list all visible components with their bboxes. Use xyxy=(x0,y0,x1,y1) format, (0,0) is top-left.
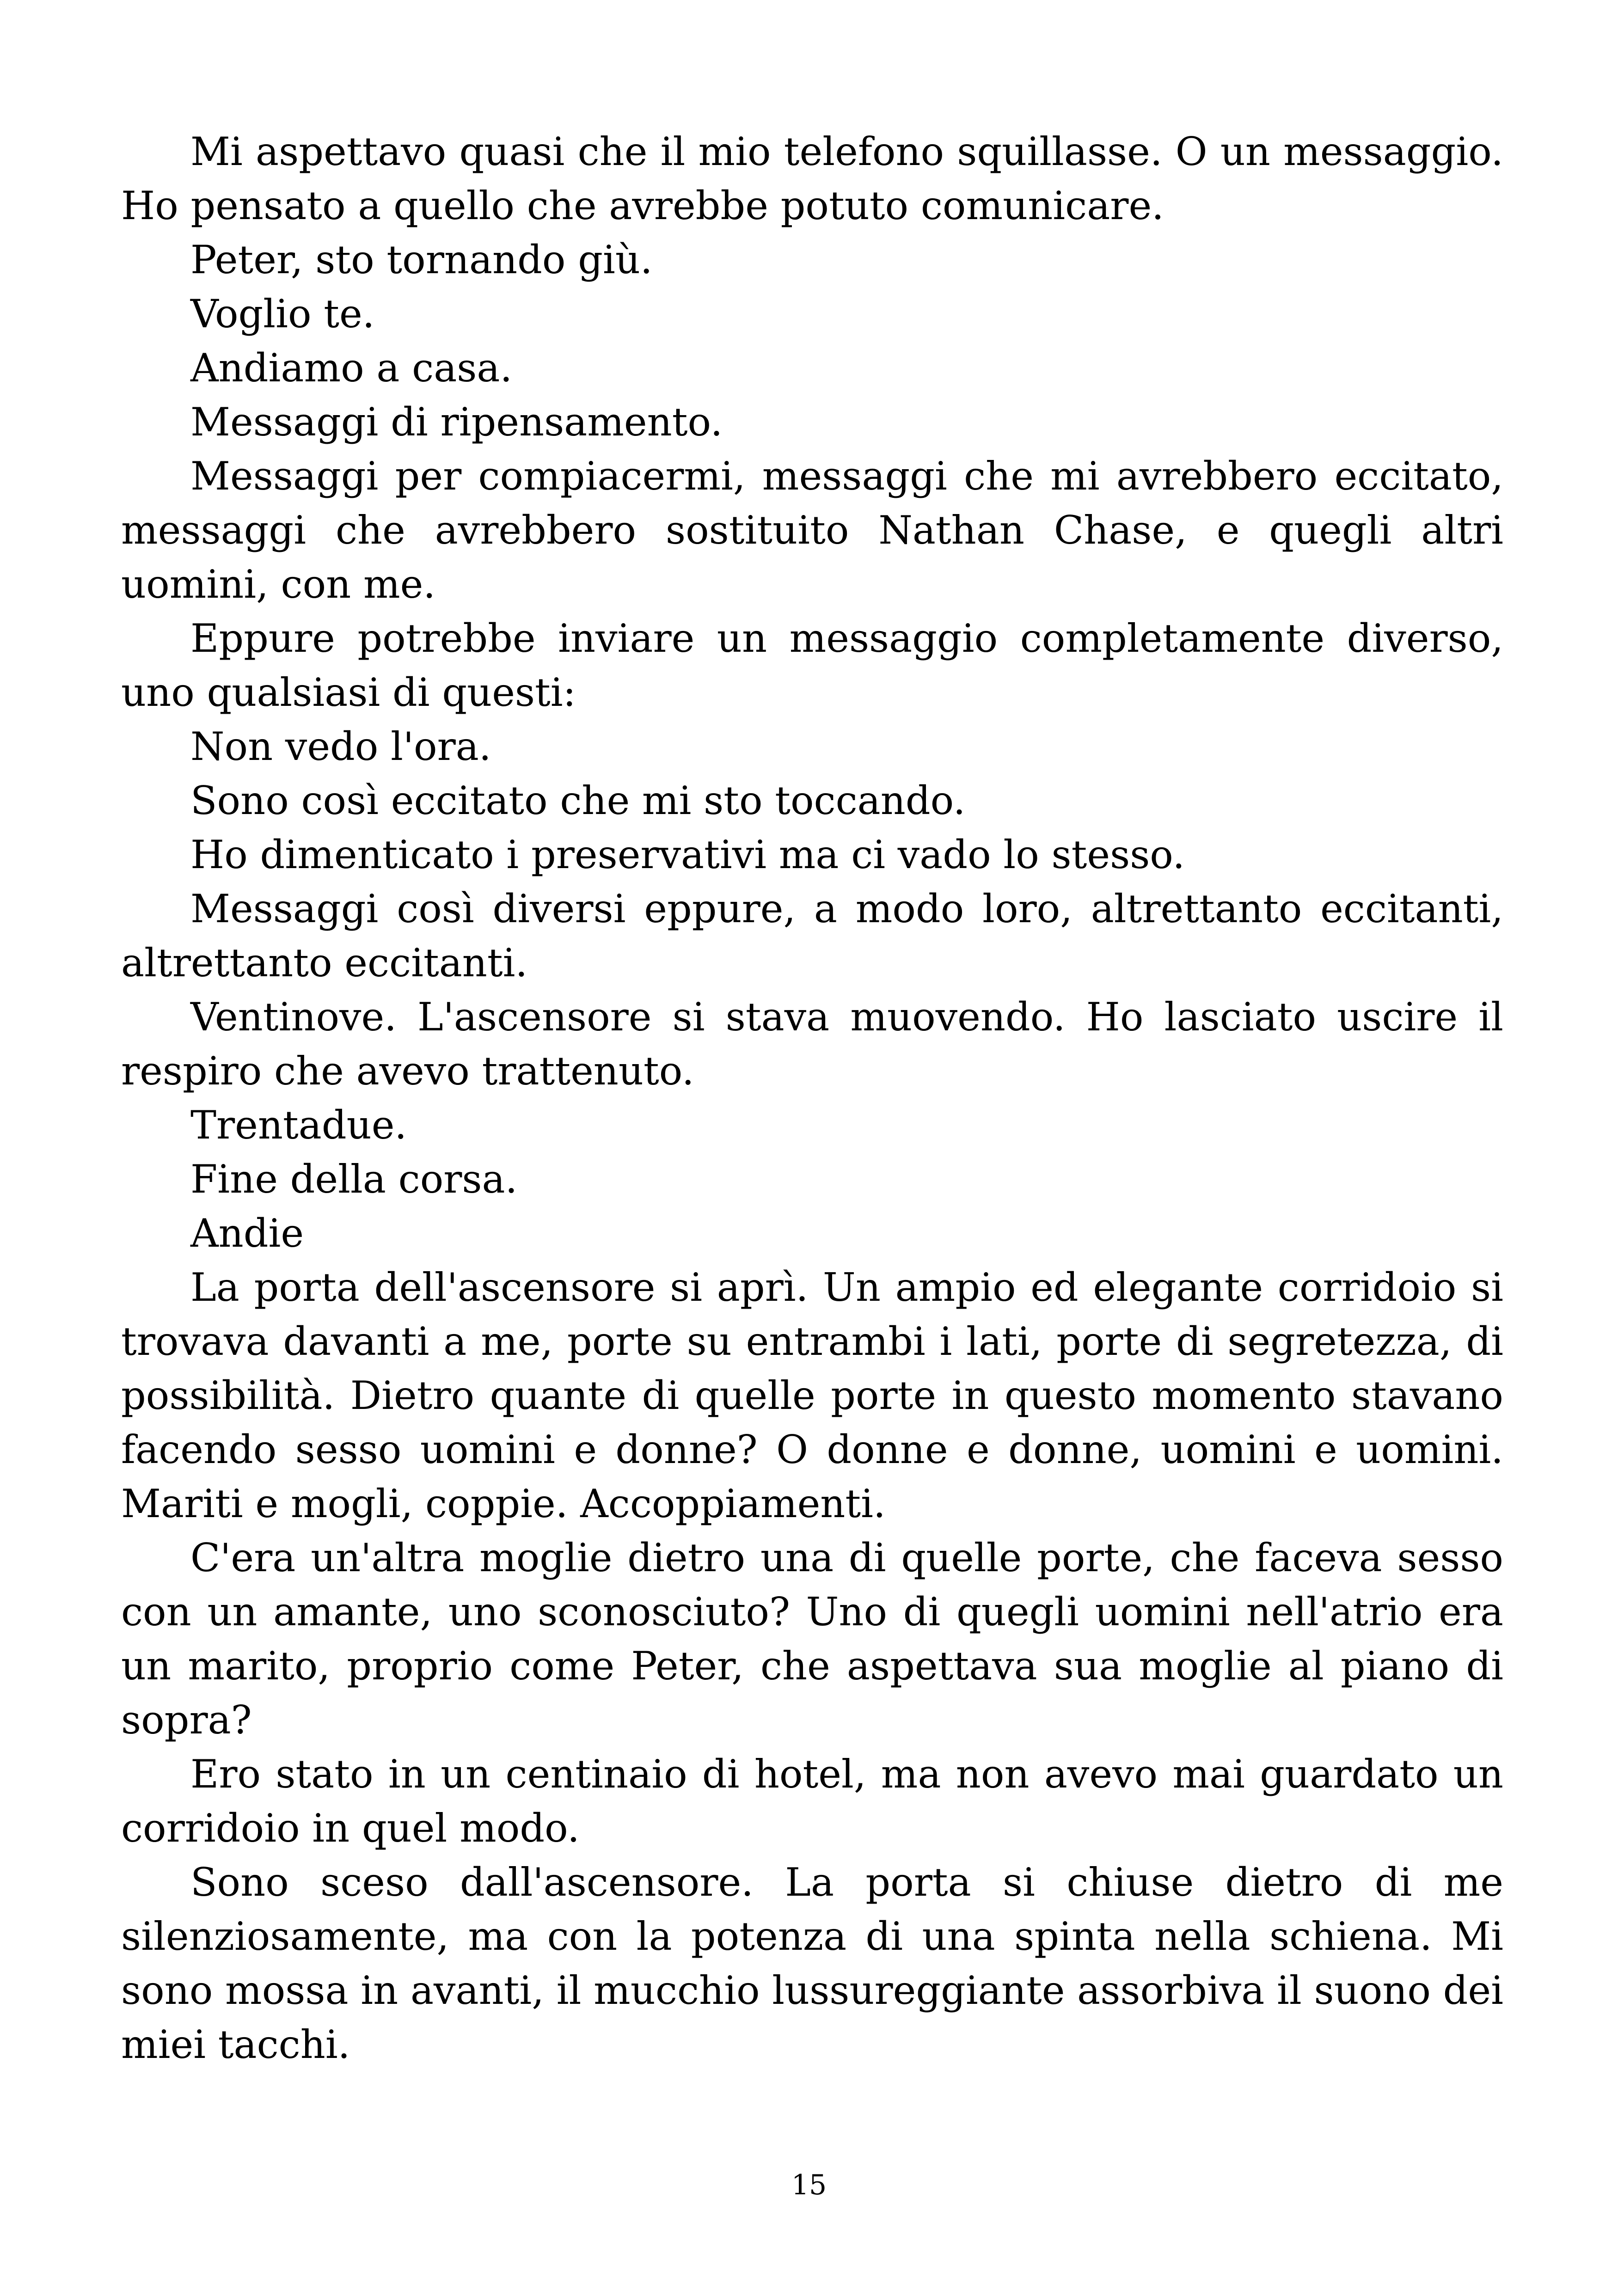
paragraph: C'era un'altra moglie dietro una di quelle porte, che faceva sesso con un amante, uno sconosciuto? Uno di quegli uomini nell'atrio era un marito, proprio come Peter, che aspettava sua moglie al piano di sopra? xyxy=(121,1535,1503,1743)
paragraph: Sono sceso dall'ascensore. La porta si chiuse dietro di me silenziosamente, ma con la potenza di una spinta nella schiena. Mi sono mossa in avanti, il mucchio lussureggiante assorbiva il suono dei miei tacchi. xyxy=(121,1860,1503,2067)
page-number: 15 xyxy=(791,2169,827,2201)
paragraph: Ho dimenticato i preservativi ma ci vado lo stesso. xyxy=(190,832,1185,877)
paragraph: Peter, sto tornando giù. xyxy=(190,237,653,282)
body-text xyxy=(121,125,1503,2072)
paragraph: Sono così eccitato che mi sto toccando. xyxy=(190,778,966,823)
paragraph: Messaggi per compiacermi, messaggi che mi avrebbero eccitato, messaggi che avrebbero sostituito Nathan Chase, e quegli altri uomini, con me. xyxy=(121,453,1503,607)
paragraph: Messaggi così diversi eppure, a modo loro, altrettanto eccitanti, altrettanto eccitanti. xyxy=(121,886,1503,986)
paragraph: Eppure potrebbe inviare un messaggio completamente diverso, uno qualsiasi di questi: xyxy=(121,616,1503,715)
paragraph: Non vedo l'ora. xyxy=(190,724,491,769)
paragraph: Mi aspettavo quasi che il mio telefono squillasse. O un messaggio. Ho pensato a quello che avrebbe potuto comunicare. xyxy=(121,129,1503,228)
paragraph: Andie xyxy=(190,1211,304,1256)
paragraph: Fine della corsa. xyxy=(190,1157,518,1202)
paragraph: La porta dell'ascensore si aprì. Un ampio ed elegante corridoio si trovava davanti a me, porte su entrambi i lati, porte di segretezza, di possibilità. Dietro quante di quelle porte in questo momento stavano facendo sesso uomini e donne? O donne e donne, uomini e uomini. Mariti e mogli, coppie. Accoppiamenti. xyxy=(121,1265,1503,1526)
paragraph: Trentadue. xyxy=(190,1102,407,1148)
paragraph: Ero stato in un centinaio di hotel, ma non avevo mai guardato un corridoio in quel modo. xyxy=(121,1751,1503,1851)
paragraph: Ventinove. L'ascensore si stava muovendo. Ho lasciato uscire il respiro che avevo trattenuto. xyxy=(121,994,1503,1094)
paragraph: Andiamo a casa. xyxy=(190,345,513,391)
paragraph: Messaggi di ripensamento. xyxy=(190,399,723,445)
paragraph: Voglio te. xyxy=(190,291,375,337)
